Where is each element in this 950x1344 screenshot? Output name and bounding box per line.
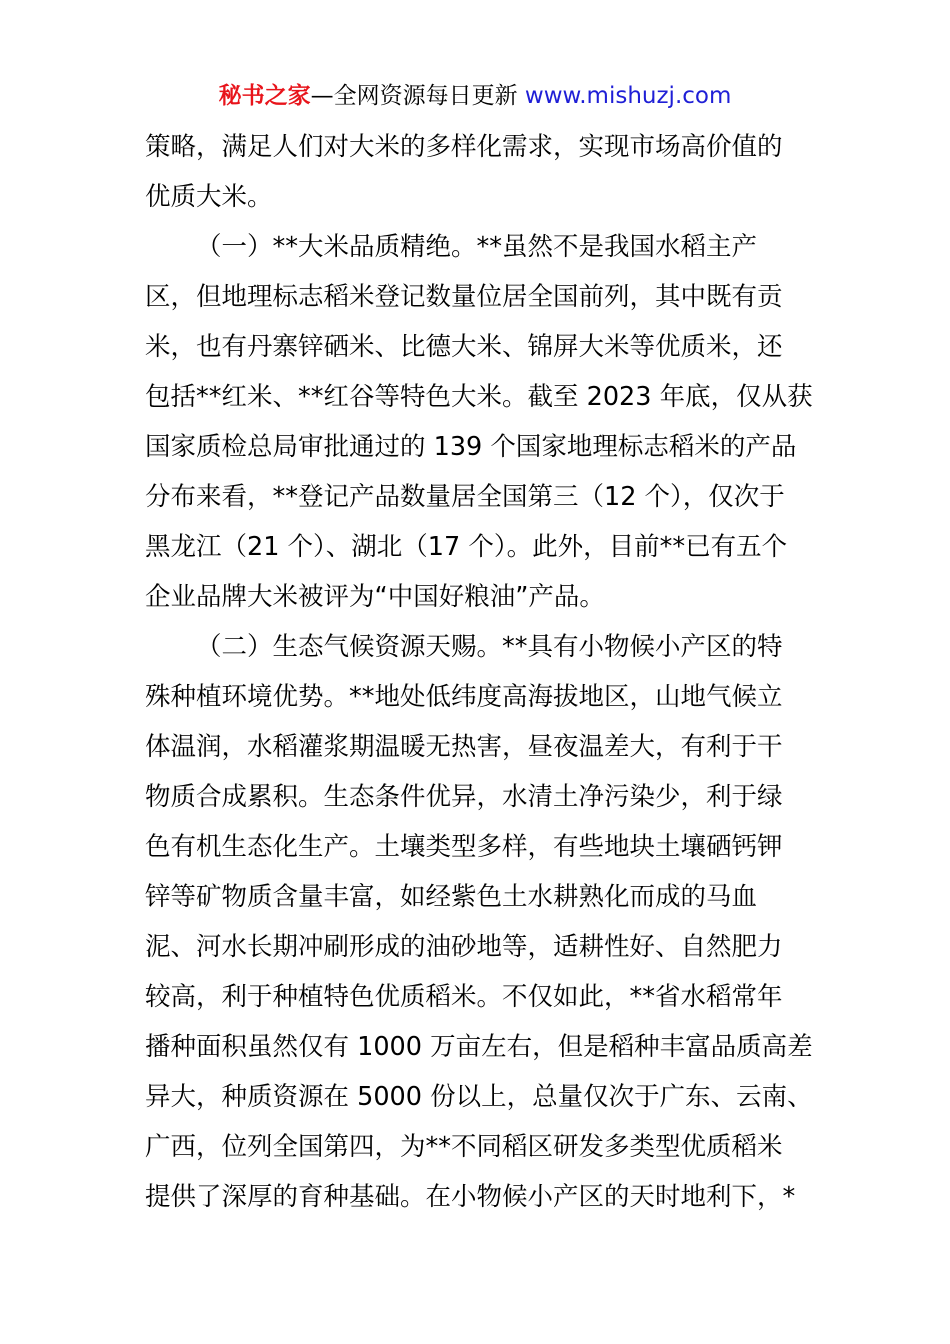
text-line: 锌等矿物质含量丰富，如经紫色土水耕熟化而成的马血 <box>145 882 758 912</box>
header-tagline: —全网资源每日更新 <box>310 83 525 109</box>
text-line: 企业品牌大米被评为“中国好粮油”产品。 <box>145 582 605 612</box>
document-body <box>145 122 825 1222</box>
text-line: 较高，利于种植特色优质稻米。不仅如此，**省水稻常年 <box>145 982 783 1012</box>
page-header <box>0 80 950 112</box>
brand-name: 秘书之家 <box>218 83 311 109</box>
text-line: 包括**红米、**红谷等特色大米。截至 2023 年底，仅从获 <box>145 382 813 412</box>
text-line: 优质大米。 <box>145 182 273 212</box>
section-heading-line: （一）**大米品质精绝。**虽然不是我国水稻主产 <box>196 232 758 262</box>
section-heading-line: （二）生态气候资源天赐。**具有小物候小产区的特 <box>196 632 783 662</box>
text-line: 播种面积虽然仅有 1000 万亩左右，但是稻种丰富品质高差 <box>145 1032 813 1062</box>
text-line: 泥、河水长期冲刷形成的油砂地等，适耕性好、自然肥力 <box>145 932 783 962</box>
text-line: 体温润，水稻灌浆期温暖无热害，昼夜温差大，有利于干 <box>145 732 783 762</box>
text-line: 异大，种质资源在 5000 份以上，总量仅次于广东、云南、 <box>145 1082 813 1112</box>
text-line: 策略，满足人们对大米的多样化需求，实现市场高价值的 <box>145 132 783 162</box>
text-line: 区，但地理标志稻米登记数量位居全国前列，其中既有贡 <box>145 282 783 312</box>
text-line: 国家质检总局审批通过的 139 个国家地理标志稻米的产品 <box>145 432 797 462</box>
site-url[interactable]: www.mishuzj.com <box>524 83 732 109</box>
text-line: 殊种植环境优势。**地处低纬度高海拔地区，山地气候立 <box>145 682 783 712</box>
text-line: 物质合成累积。生态条件优异，水清土净污染少，利于绿 <box>145 782 783 812</box>
text-line: 广西，位列全国第四，为**不同稻区研发多类型优质稻米 <box>145 1132 783 1162</box>
text-line: 分布来看，**登记产品数量居全国第三（12 个），仅次于 <box>145 482 785 512</box>
text-line: 米，也有丹寨锌硒米、比德大米、锦屏大米等优质米，还 <box>145 332 783 362</box>
text-line: 色有机生态化生产。土壤类型多样，有些地块土壤硒钙钾 <box>145 832 783 862</box>
text-line: 黑龙江（21 个）、湖北（17 个）。此外，目前**已有五个 <box>145 532 788 562</box>
text-line: 提供了深厚的育种基础。在小物候小产区的天时地利下，* <box>145 1182 796 1212</box>
